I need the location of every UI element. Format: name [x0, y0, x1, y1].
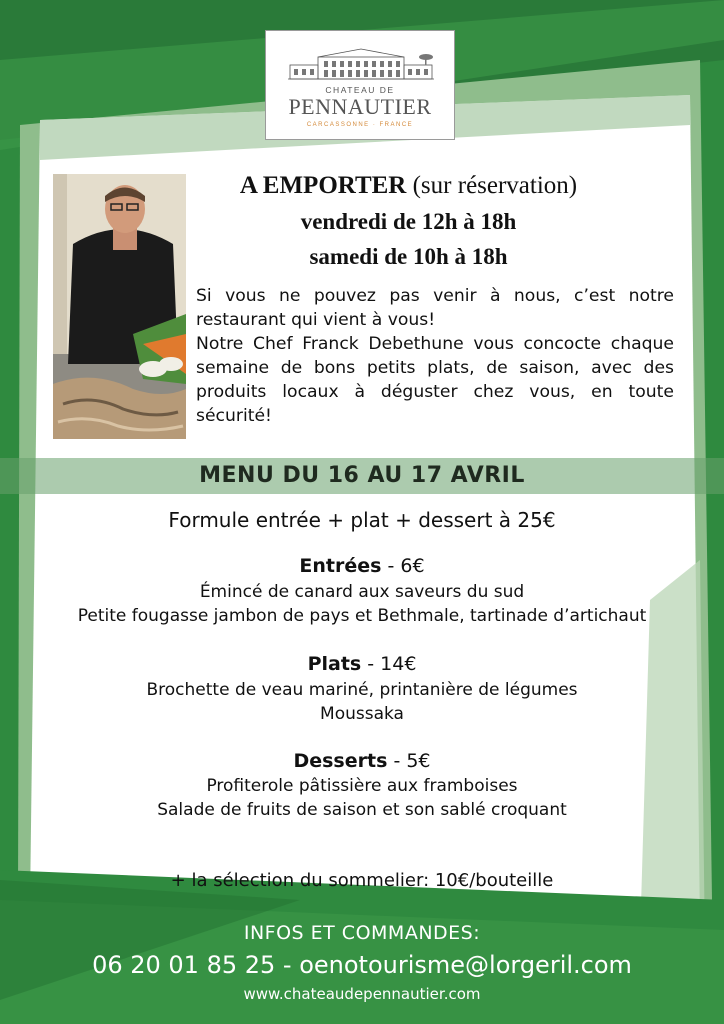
logo-location: CARCASSONNE · FRANCE [306, 122, 414, 128]
logo-name: PENNAUTIER [288, 94, 432, 119]
section-entrees-name: Entrées [299, 555, 382, 577]
takeaway-sub: (sur réservation) [406, 172, 578, 199]
takeaway-heading [186, 172, 631, 200]
intro-text [196, 284, 674, 428]
footer-contact[interactable]: 06 20 01 85 25 - oenotourisme@lorgeril.com [92, 951, 632, 979]
section-plats-price: - 14€ [361, 653, 417, 675]
footer-title: INFOS ET COMMANDES: [243, 922, 481, 944]
section-desserts-price: - 5€ [387, 750, 431, 772]
menu-item: Brochette de veau mariné, printanière de légumes [146, 680, 578, 700]
intro-paragraph-1: Si vous ne pouvez pas venir à nous, c’est notre restaurant qui vient à vous! [196, 286, 674, 330]
menu-item: Profiterole pâtissière aux framboises [206, 776, 518, 796]
castle-icon [288, 47, 434, 81]
chateau-logo [265, 30, 455, 140]
logo-small-text: CHATEAU DE [325, 85, 395, 95]
menu-item: Moussaka [320, 704, 404, 724]
footer-website-link[interactable]: www.chateaudepennautier.com [243, 985, 481, 1003]
chef-photo [53, 174, 186, 439]
menu-title: MENU DU 16 AU 17 AVRIL [0, 458, 724, 494]
intro-paragraph-2: Notre Chef Franck Debethune vous concocte chaque semaine de bons petits plats, de saison, avec des produits locaux à déguster chez vous, en toute sécurité! [196, 334, 674, 426]
sommelier-selection: + la sélection du sommelier: 10€/bouteille [170, 870, 554, 891]
section-desserts-name: Desserts [293, 750, 388, 772]
takeaway-main: A EMPORTER [239, 172, 407, 199]
menu-formula: Formule entrée + plat + dessert à 25€ [168, 508, 556, 532]
section-entrees-title [0, 555, 724, 577]
menu-item: Émincé de canard aux saveurs du sud [199, 582, 525, 602]
menu-item: Petite fougasse jambon de pays et Bethmale, tartinade d’artichaut [77, 606, 647, 626]
section-desserts-title [0, 750, 724, 772]
hours-saturday: samedi de 10h à 18h [309, 244, 508, 269]
hours-friday: vendredi de 12h à 18h [300, 209, 517, 234]
section-plats-name: Plats [307, 653, 362, 675]
menu-item: Salade de fruits de saison et son sablé croquant [157, 800, 567, 820]
section-entrees-price: - 6€ [381, 555, 425, 577]
section-plats-title [0, 653, 724, 675]
